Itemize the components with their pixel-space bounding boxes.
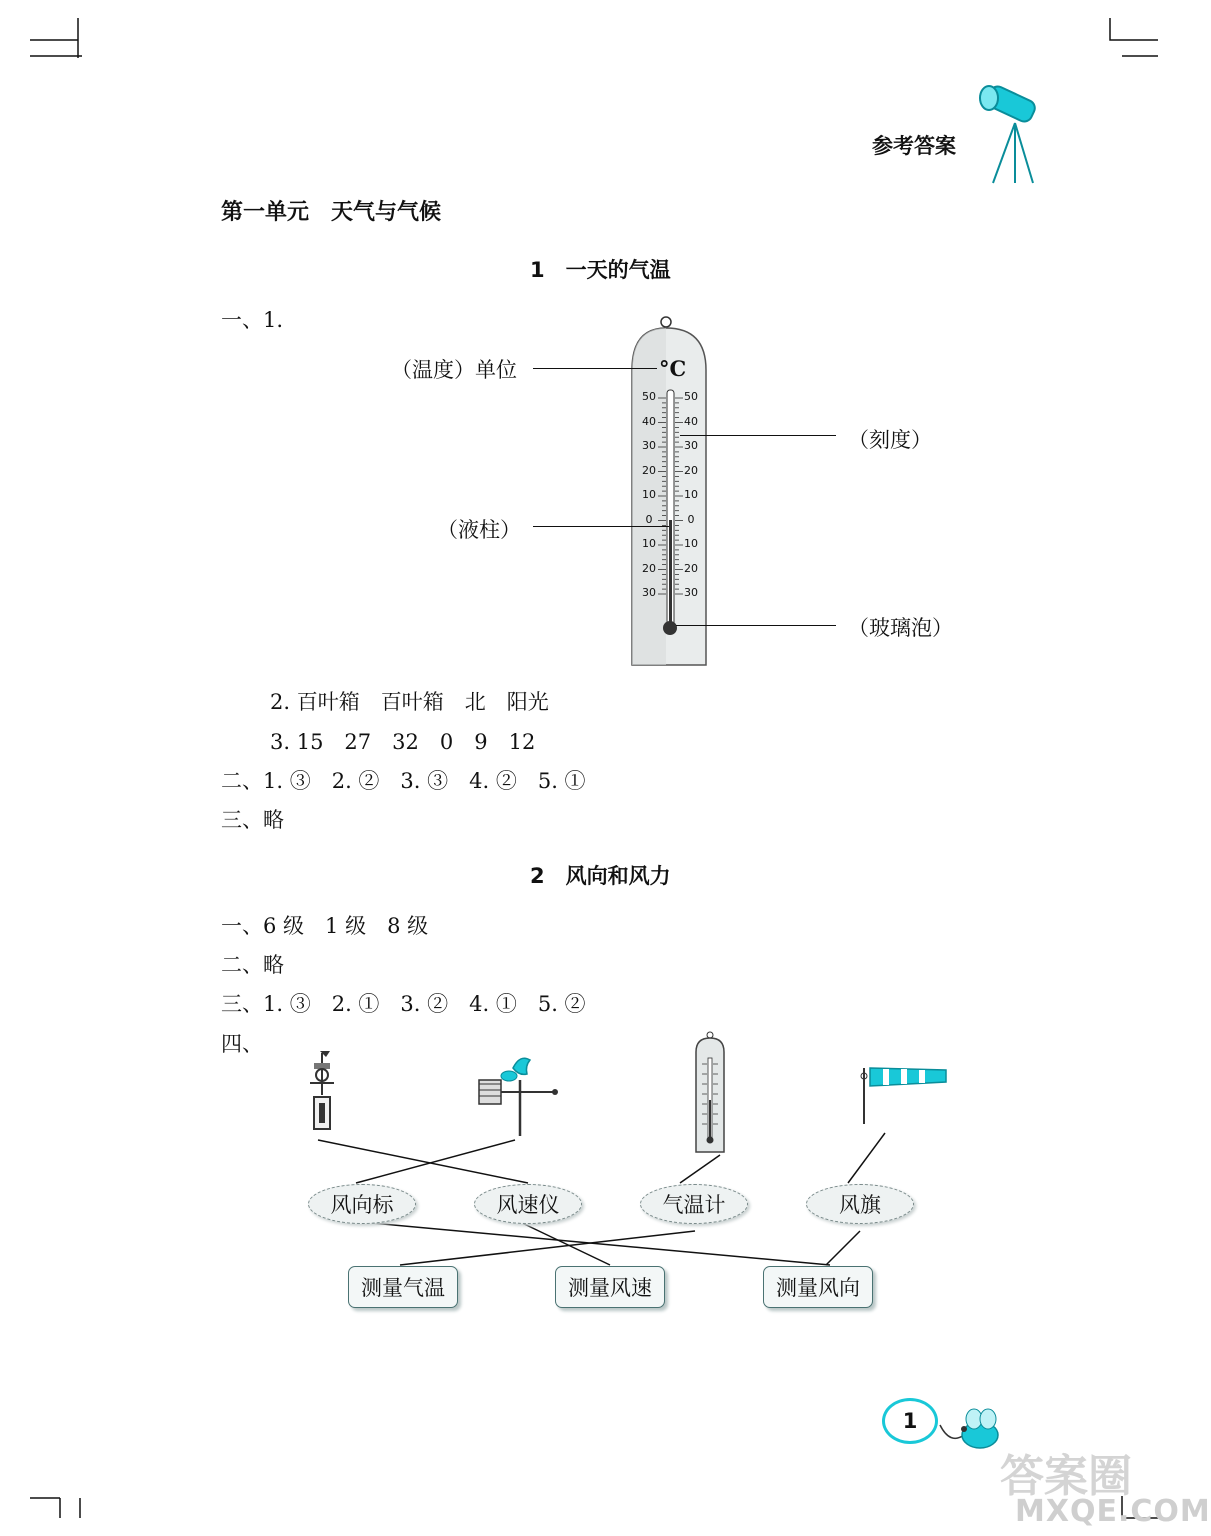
answer-line: 三、略 <box>221 808 284 832</box>
section-title: 2 风向和风力 <box>530 864 671 888</box>
scale-number: 10 <box>642 537 656 550</box>
page-number: 1 <box>882 1398 938 1444</box>
scale-number: 30 <box>642 586 656 599</box>
unit-title: 第一单元 天气与气候 <box>221 200 442 225</box>
box-label: 测量气温 <box>348 1266 458 1308</box>
scale-number: 20 <box>684 561 698 575</box>
scale-number: 10 <box>684 488 698 501</box>
oval-label: 风向标 <box>308 1184 416 1224</box>
answer-line: 三、1. ③ 2. ① 3. ② 4. ① 5. ② <box>221 992 586 1016</box>
watermark-logo: 答案圈 <box>1000 1451 1132 1502</box>
scale-number: 30 <box>684 586 698 599</box>
scale-number: 30 <box>642 439 656 452</box>
oval-label: 气温计 <box>640 1184 748 1224</box>
scale-number: 50 <box>684 390 698 403</box>
scale-number: 20 <box>642 463 656 477</box>
answer-line: 二、略 <box>221 953 284 977</box>
scale-number: 0 <box>687 512 695 526</box>
answer-line: 3. 15 27 32 0 9 12 <box>270 730 536 754</box>
watermark-url: MXQE.COM <box>1015 1494 1211 1529</box>
question-prefix: 一、1. <box>221 308 284 332</box>
scale-number: 20 <box>684 463 698 477</box>
label-scale: （刻度） <box>848 428 932 452</box>
scale-number: 30 <box>684 439 698 452</box>
scale-number: 0 <box>645 512 653 526</box>
box-label: 测量风向 <box>763 1266 873 1308</box>
label-bulb: （玻璃泡） <box>848 616 953 640</box>
section-title: 1 一天的气温 <box>530 258 671 282</box>
scale-number: 40 <box>642 414 656 428</box>
label-unit: （温度）单位 <box>391 358 517 382</box>
oval-label: 风旗 <box>806 1184 914 1224</box>
bee-icon <box>940 1405 1005 1455</box>
answer-line: 一、6 级 1 级 8 级 <box>221 914 429 938</box>
scale-number: 10 <box>642 488 656 501</box>
scale-number: 40 <box>684 414 698 428</box>
scale-number: 10 <box>684 537 698 550</box>
oval-label: 风速仪 <box>474 1184 582 1224</box>
box-label: 测量风速 <box>555 1266 665 1308</box>
label-liquid: （液柱） <box>437 518 521 542</box>
scale-number: 50 <box>642 390 656 403</box>
answer-line: 2. 百叶箱 百叶箱 北 阳光 <box>270 690 549 714</box>
celsius-symbol: °C <box>659 356 687 381</box>
question-prefix: 四、 <box>221 1032 263 1056</box>
header-label: 参考答案 <box>872 134 956 158</box>
scale-number: 20 <box>642 561 656 575</box>
answer-line: 二、1. ③ 2. ② 3. ③ 4. ② 5. ① <box>221 769 586 793</box>
